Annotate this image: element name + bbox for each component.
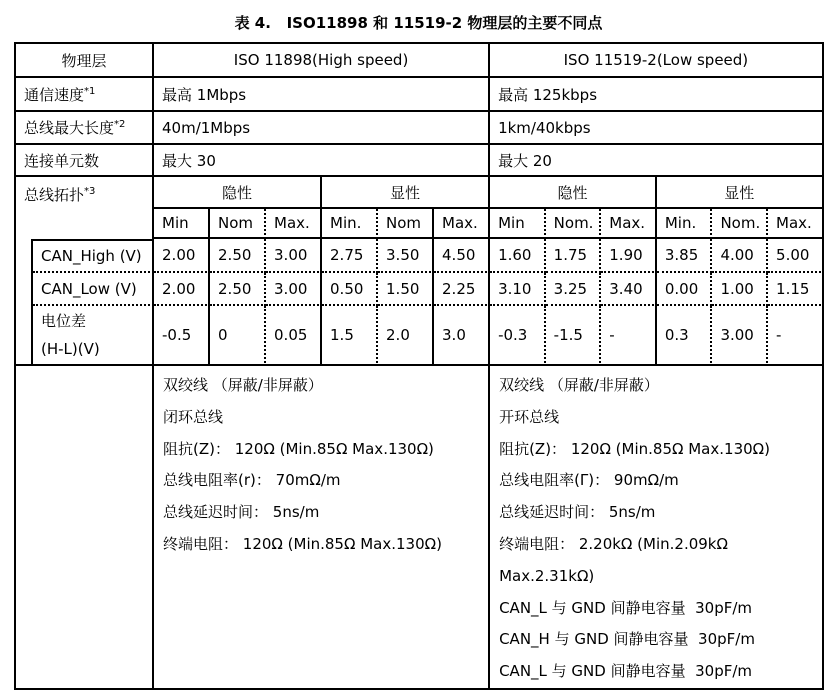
value-cell: 3.10: [490, 273, 546, 306]
subheader-cell: Max.: [601, 209, 657, 239]
footnote-marker: *3: [84, 186, 96, 197]
subheader-cell: Max.: [266, 209, 322, 239]
value-cell: 3.00: [266, 239, 322, 273]
row-label: [16, 145, 154, 177]
subheader-cell: Max.: [768, 209, 824, 239]
physical-layer-header: 物理层: [16, 44, 154, 78]
value-cell: 2.0: [378, 306, 434, 366]
value-cell: 1.00: [712, 273, 768, 306]
group-header-dominant: 显性: [657, 177, 824, 209]
value-cell: 3.25: [546, 273, 602, 306]
iso11898-header: ISO 11898(High speed): [154, 44, 490, 78]
iso11519-physical-cell: [490, 366, 824, 690]
value-cell: 3.0: [434, 306, 490, 366]
spec-line: 终端电阻： 120Ω (Min.85Ω Max.130Ω): [163, 534, 442, 553]
cell-value: 40m/1Mbps: [154, 112, 490, 145]
label-text: (H-L)(V): [41, 340, 100, 358]
indent-cell: [16, 239, 33, 366]
spec-line: CAN_L 与 GND 间静电容量 30pF/m: [499, 662, 753, 681]
value-cell: -0.5: [154, 306, 210, 366]
spec-line: 双绞线 （屏蔽/非屏蔽）: [163, 376, 323, 394]
spec-line: CAN_L 与 GND 间静电容量 30pF/m: [499, 598, 753, 617]
subheader-cell: Min.: [322, 209, 378, 239]
value-cell: 1.60: [490, 239, 546, 273]
page-title: 表 4. ISO11898 和 11519-2 物理层的主要不同点: [234, 14, 603, 32]
table-row-speed: [16, 78, 824, 112]
table-row-physical-medium: [16, 366, 824, 690]
value-cell: 2.00: [154, 273, 210, 306]
spec-line: 阻抗(Z)： 120Ω (Min.85Ω Max.130Ω): [163, 439, 434, 458]
cell-value: 最高 1Mbps: [154, 78, 490, 112]
row-label: [33, 306, 154, 366]
spec-line: 闭环总线: [163, 407, 224, 426]
label-text: 通信速度: [24, 85, 85, 104]
subheader-cell: Nom: [210, 209, 266, 239]
value-cell: 2.00: [154, 239, 210, 273]
subheader-cell: Nom.: [712, 209, 768, 239]
value-cell: -1.5: [546, 306, 602, 366]
subheader-cell: Nom: [378, 209, 434, 239]
spec-line: 总线延迟时间： 5ns/m: [163, 503, 320, 522]
value-cell: 2.50: [210, 239, 266, 273]
spec-line: 开环总线: [499, 407, 560, 426]
iso11898-physical-cell: [154, 366, 490, 690]
value-cell: 2.25: [434, 273, 490, 306]
table-row-topology-groups: [16, 177, 824, 209]
label-text: 总线最大长度: [24, 119, 115, 137]
spec-line: CAN_H 与 GND 间静电容量 30pF/m: [499, 630, 755, 649]
table-row-can-low: [16, 273, 824, 306]
spec-line: 终端电阻： 2.20kΩ (Min.2.09kΩ: [499, 534, 728, 553]
value-cell: 4.00: [712, 239, 768, 273]
value-cell: 1.90: [601, 239, 657, 273]
value-cell: 0: [210, 306, 266, 366]
group-header-dominant: 显性: [322, 177, 490, 209]
value-cell: 2.75: [322, 239, 378, 273]
value-cell: 3.00: [712, 306, 768, 366]
subheader-cell: Min: [490, 209, 546, 239]
value-cell: 1.75: [546, 239, 602, 273]
value-cell: 3.50: [378, 239, 434, 273]
cell-value: 最大 20: [490, 145, 824, 177]
row-label: [16, 112, 154, 145]
value-cell: 0.50: [322, 273, 378, 306]
spec-line: 总线延迟时间： 5ns/m: [499, 503, 656, 522]
cell-value: 最高 125kbps: [490, 78, 824, 112]
value-cell: 3.85: [657, 239, 713, 273]
group-header-recessive: 隐性: [154, 177, 322, 209]
value-cell: -: [768, 306, 824, 366]
table-row-length: [16, 112, 824, 145]
spec-line: Max.2.31kΩ): [499, 566, 595, 585]
table-row-potential-difference: [16, 306, 824, 366]
label-text: 总线拓扑: [24, 186, 85, 204]
value-cell: 2.50: [210, 273, 266, 306]
footnote-marker: *2: [114, 119, 126, 130]
topology-label: [16, 177, 154, 239]
table-row-header: [16, 44, 824, 78]
value-cell: 0.3: [657, 306, 713, 366]
group-header-recessive: 隐性: [490, 177, 657, 209]
subheader-cell: Min: [154, 209, 210, 239]
value-cell: 0.05: [266, 306, 322, 366]
spec-line: 阻抗(Z)： 120Ω (Min.85Ω Max.130Ω): [499, 439, 770, 458]
empty-cell: [16, 366, 154, 690]
value-cell: 4.50: [434, 239, 490, 273]
cell-value: 1km/40kbps: [490, 112, 824, 145]
value-cell: -0.3: [490, 306, 546, 366]
physical-spec-list: [162, 366, 488, 561]
value-cell: 1.50: [378, 273, 434, 306]
label-text: 连接单元数: [24, 151, 100, 170]
value-cell: 5.00: [768, 239, 824, 273]
spec-line: 总线电阻率(Γ)： 90mΩ/m: [499, 471, 679, 490]
row-label: [16, 78, 154, 112]
table-row-units: [16, 145, 824, 177]
subheader-cell: Max.: [434, 209, 490, 239]
value-cell: -: [601, 306, 657, 366]
row-label: CAN_Low (V): [33, 273, 154, 306]
value-cell: 1.5: [322, 306, 378, 366]
footnote-marker: *1: [84, 85, 96, 97]
value-cell: 1.15: [768, 273, 824, 306]
comparison-table: [14, 42, 824, 690]
row-label: CAN_High (V): [33, 239, 154, 273]
value-cell: 3.00: [266, 273, 322, 306]
spec-line: 总线电阻率(r)： 70mΩ/m: [163, 471, 341, 490]
label-text: 电位差: [41, 312, 87, 330]
iso11519-header: ISO 11519-2(Low speed): [490, 44, 824, 78]
table-container: [14, 42, 824, 690]
subheader-cell: Nom.: [546, 209, 602, 239]
table-row-can-high: [16, 239, 824, 273]
value-cell: 3.40: [601, 273, 657, 306]
physical-spec-list: [498, 366, 822, 688]
value-cell: 0.00: [657, 273, 713, 306]
spec-line: 双绞线 （屏蔽/非屏蔽）: [499, 376, 659, 394]
subheader-cell: Min.: [657, 209, 713, 239]
cell-value: 最大 30: [154, 145, 490, 177]
